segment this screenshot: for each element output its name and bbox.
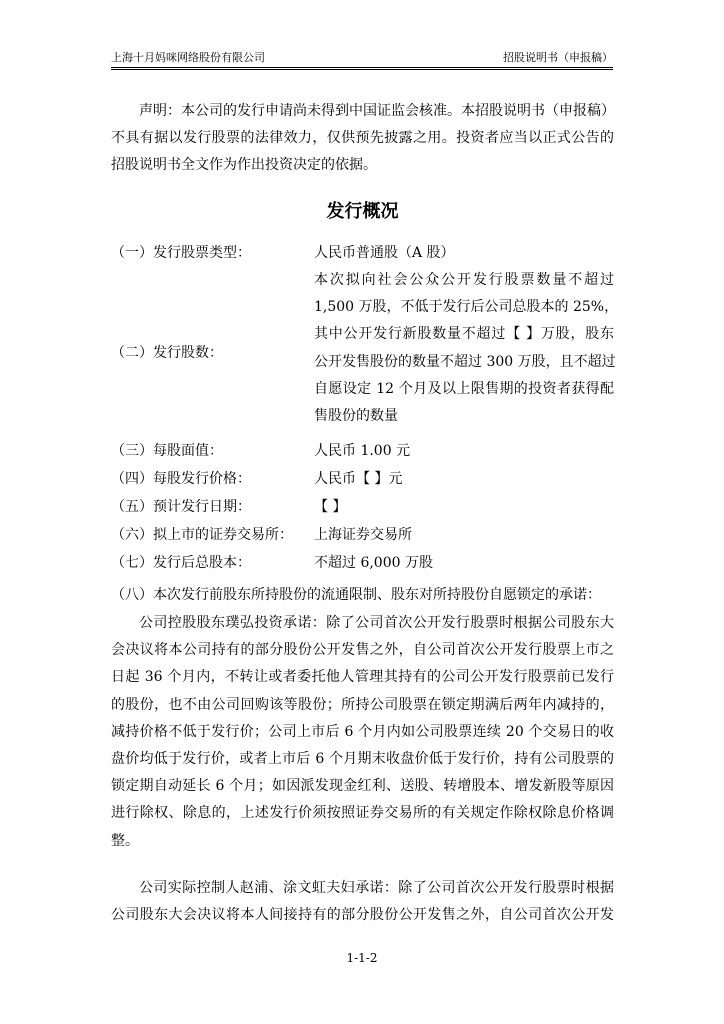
item-value: 【 】 — [314, 499, 347, 515]
item-value: 人民币普通股（A 股） — [314, 245, 455, 261]
header-document-type: 招股说明书（申报稿） — [503, 51, 613, 64]
commitment-line: 进行除权、除息的，上述发行价须按照证券交易所的有关规定作除权除息价格调 — [111, 805, 614, 822]
issue-item-lockup-heading: （八）本次发行前股东所持股份的流通限制、股东对所持股份自愿锁定的承诺： — [111, 587, 601, 603]
page-number: 1-1-2 — [346, 951, 378, 965]
commitment-line: 公司实际控制人赵浦、涂文虹夫妇承诺：除了公司首次公开发行股票时根据 — [139, 880, 614, 896]
disclaimer-line: 不具有据以发行股票的法律效力，仅供预先披露之用。投资者应当以正式公告的 — [111, 130, 614, 147]
item-label: （四）每股发行价格： — [111, 471, 251, 487]
item-label: （六）拟上市的证券交易所： — [111, 527, 293, 543]
commitment-line: 公司控股股东璞弘投资承诺：除了公司首次公开发行股票时根据公司股东大 — [139, 615, 614, 631]
item-value: 人民币 1.00 元 — [314, 443, 411, 459]
item-label: （二）发行股数： — [111, 345, 223, 361]
header-rule — [111, 67, 613, 68]
commitment-line: 整。 — [111, 832, 139, 849]
item-value-line: 自愿设定 12 个月及以上限售期的投资者获得配 — [314, 380, 614, 397]
disclaimer-line: 声明：本公司的发行申请尚未得到中国证监会核准。本招股说明书（申报稿） — [139, 103, 615, 119]
commitment-line: 盘价均低于发行价，或者上市后 6 个月期末收盘价低于发行价，持有公司股票的 — [111, 750, 614, 767]
item-value-block — [314, 267, 619, 430]
commitment-line: 日起 36 个月内，不转让或者委托他人管理其持有的公司公开发行股票前已发行 — [111, 669, 614, 686]
item-value-line: 公开发售股份的数量不超过 300 万股，且不超过 — [314, 353, 616, 370]
item-label: （三）每股面值： — [111, 443, 223, 459]
item-label: （五）预计发行日期： — [111, 499, 251, 515]
item-value-line: 售股份的数量 — [314, 407, 398, 424]
header-company-name: 上海十月妈咪网络股份有限公司 — [111, 51, 265, 64]
item-label: （一）发行股票类型： — [111, 245, 251, 261]
item-value: 上海证券交易所 — [314, 527, 412, 543]
commitment-line: 会决议将本公司持有的部分股份公开发售之外，自公司首次公开发行股票上市之 — [111, 642, 614, 659]
actual-controller-commitment — [111, 875, 614, 929]
commitment-line: 减持价格不低于发行价；公司上市后 6 个月内如公司股票连续 20 个交易日的收 — [111, 723, 614, 740]
item-value-line: 其中公开发行新股数量不超过【 】万股，股东 — [314, 326, 614, 343]
item-value: 人民币【 】元 — [314, 471, 403, 487]
page-header — [111, 50, 613, 68]
commitment-line: 锁定期自动延长 6 个月；如因派发现金红利、送股、转增股本、增发新股等原因 — [111, 778, 614, 795]
issue-item-share-count — [111, 267, 619, 431]
disclaimer-paragraph — [111, 98, 614, 180]
item-label: （七）发行后总股本： — [111, 555, 251, 571]
section-title: 发行概况 — [326, 201, 399, 222]
item-value-line: 1,500 万股，不低于发行后公司总股本的 25%， — [314, 299, 619, 316]
commitment-line: 的股份，也不由公司回购该等股份；所持公司股票在锁定期满后两年内减持的， — [111, 696, 614, 713]
header-rule-thin — [111, 69, 613, 70]
item-value-line: 本次拟向社会公众公开发行股票数量不超过 — [314, 272, 614, 288]
controlling-shareholder-commitment — [111, 610, 614, 855]
item-value: 不超过 6,000 万股 — [314, 555, 433, 571]
disclaimer-line: 招股说明书全文作为作出投资决定的依据。 — [111, 157, 377, 174]
commitment-line: 公司股东大会决议将本人间接持有的部分股份公开发售之外，自公司首次公开发 — [111, 907, 614, 924]
